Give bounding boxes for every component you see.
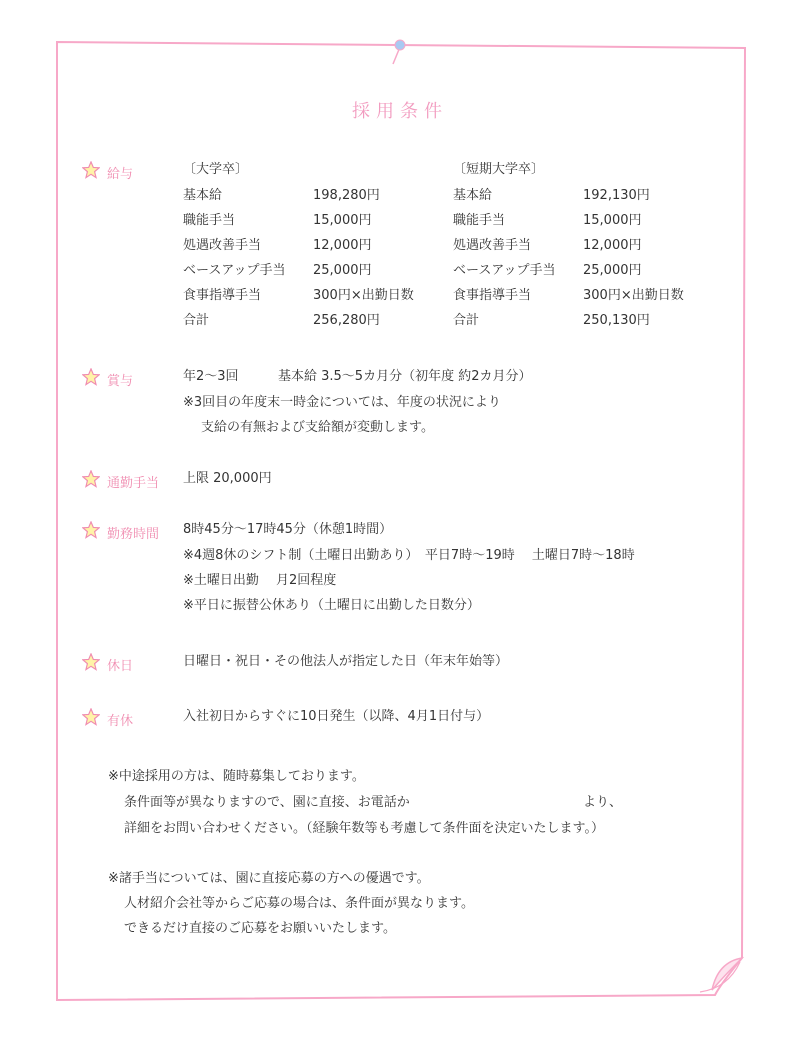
hours-note-3: ※平日に振替公休あり（土曜日に出勤した日数分） bbox=[183, 598, 480, 613]
commute-label: 通勤手当 bbox=[107, 476, 160, 491]
salary-col2-name: 職能手当 bbox=[453, 213, 506, 228]
salary-col2-name: 基本給 bbox=[453, 188, 493, 203]
salary-col2-heading: 〔短期大学卒〕 bbox=[453, 162, 545, 177]
note-midcareer: ※中途採用の方は、随時募集しております。 bbox=[108, 769, 365, 784]
salary-col1-name: 処遇改善手当 bbox=[183, 238, 262, 253]
salary-col1-name: 職能手当 bbox=[183, 213, 236, 228]
paid-leave-text: 入社初日からすぐに10日発生（以降、4月1日付与） bbox=[183, 709, 490, 724]
salary-col1-name: 基本給 bbox=[183, 188, 223, 203]
salary-col1-heading: 〔大学卒〕 bbox=[183, 162, 249, 177]
salary-col1-value: 12,000円 bbox=[313, 238, 372, 253]
star-icon bbox=[82, 708, 100, 726]
salary-col2-value: 12,000円 bbox=[583, 238, 642, 253]
page-title: 採用条件 bbox=[352, 101, 448, 122]
commute-text: 上限 20,000円 bbox=[183, 471, 272, 486]
bonus-frequency: 年2～3回 bbox=[183, 369, 239, 384]
bonus-label: 賞与 bbox=[107, 374, 134, 389]
salary-col2-name: 処遇改善手当 bbox=[453, 238, 532, 253]
salary-col2-value: 300円×出勤日数 bbox=[583, 288, 684, 303]
note-contact: 条件面等が異なりますので、園に直接、お電話か bbox=[124, 795, 410, 810]
salary-col1-value: 256,280円 bbox=[313, 313, 380, 328]
note-direct: できるだけ直接のご応募をお願いいたします。 bbox=[124, 921, 396, 936]
paid-leave-label: 有休 bbox=[107, 714, 134, 729]
salary-col1-name: 食事指導手当 bbox=[183, 288, 262, 303]
star-icon bbox=[82, 470, 100, 488]
hours-note-1: ※4週8休のシフト制（土曜日出勤あり） 平日7時～19時 土曜日7時～18時 bbox=[183, 548, 635, 563]
star-icon bbox=[82, 521, 100, 539]
note-allowances: ※諸手当については、園に直接応募の方への優遇です。 bbox=[108, 871, 430, 886]
star-icon bbox=[82, 368, 100, 386]
salary-col2-name: 合計 bbox=[453, 313, 480, 328]
hours-note-2: ※土曜日出勤 月2回程度 bbox=[183, 573, 337, 588]
salary-label: 給与 bbox=[107, 167, 134, 182]
note-contact-suffix: より、 bbox=[583, 795, 623, 810]
hours-label: 勤務時間 bbox=[107, 527, 160, 542]
salary-col1-name: ベースアップ手当 bbox=[183, 263, 286, 278]
star-icon bbox=[82, 653, 100, 671]
salary-col1-value: 300円×出勤日数 bbox=[313, 288, 414, 303]
salary-col1-name: 合計 bbox=[183, 313, 210, 328]
salary-col1-value: 15,000円 bbox=[313, 213, 372, 228]
note-agency: 人材紹介会社等からご応募の場合は、条件面が異なります。 bbox=[124, 896, 474, 911]
salary-col1-value: 198,280円 bbox=[313, 188, 380, 203]
holiday-label: 休日 bbox=[107, 659, 134, 674]
bonus-note-2: 支給の有無および支給額が変動します。 bbox=[201, 420, 434, 435]
salary-col2-value: 250,130円 bbox=[583, 313, 650, 328]
salary-col2-name: ベースアップ手当 bbox=[453, 263, 556, 278]
star-icon bbox=[82, 161, 100, 179]
bonus-amount: 基本給 3.5～5カ月分（初年度 約2カ月分） bbox=[278, 369, 532, 384]
holiday-text: 日曜日・祝日・その他法人が指定した日（年末年始等） bbox=[183, 654, 509, 669]
pin-icon bbox=[395, 40, 405, 50]
note-inquiry: 詳細をお問い合わせください。（経験年数等も考慮して条件面を決定いたします。） bbox=[124, 821, 604, 836]
salary-col2-value: 25,000円 bbox=[583, 263, 642, 278]
salary-col2-value: 192,130円 bbox=[583, 188, 650, 203]
bonus-note-1: ※3回目の年度末一時金については、年度の状況により bbox=[183, 395, 501, 410]
hours-main: 8時45分～17時45分（休憩1時間） bbox=[183, 522, 393, 537]
salary-col1-value: 25,000円 bbox=[313, 263, 372, 278]
salary-col2-name: 食事指導手当 bbox=[453, 288, 532, 303]
salary-col2-value: 15,000円 bbox=[583, 213, 642, 228]
